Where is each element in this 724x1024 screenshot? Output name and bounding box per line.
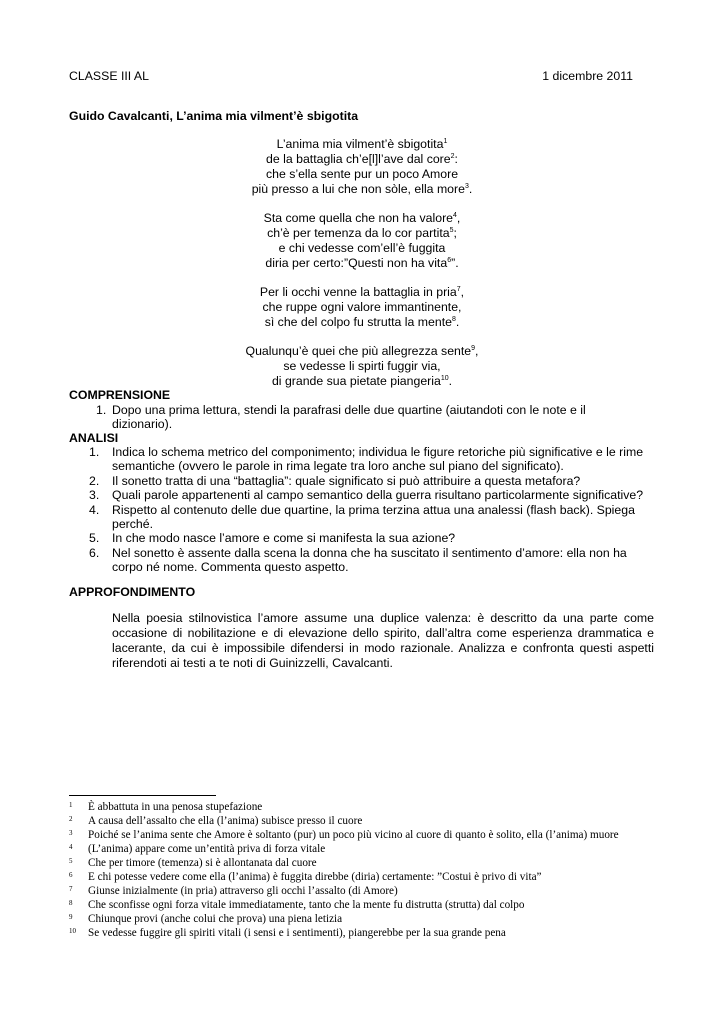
comprensione-item	[69, 403, 649, 432]
document-title: Guido Cavalcanti, L’anima mia vilment’è sbigotita	[69, 109, 359, 123]
footnote-number: 10	[69, 927, 76, 935]
poem-verse	[200, 241, 524, 256]
verse-punct: ,	[456, 211, 461, 225]
verse-punct: :	[454, 152, 458, 166]
verse-punct: ,	[460, 285, 465, 299]
verse-text: de la battaglia ch’e[l]l’ave dal core	[266, 152, 451, 166]
verse-text: L’anima mia vilment’è sbigotita	[276, 137, 444, 151]
verse-punct: ,	[475, 344, 479, 358]
footnote-marker: 4	[453, 211, 457, 219]
verse-text: diria per certo:”Questi non ha vita	[265, 256, 448, 270]
verse-text: sì che del colpo fu strutta la mente	[264, 315, 452, 329]
item-text: In che modo nasce l’amore e come si manifesta la sua azione?	[112, 531, 456, 546]
footnote	[69, 912, 659, 926]
footnote-number: 8	[69, 899, 73, 907]
footnotes	[69, 800, 659, 940]
footnote-marker: 5	[449, 226, 454, 234]
item-text: Quali parole appartenenti al campo semantico della guerra risultano particolarmente significative?	[112, 488, 644, 503]
poem-verse	[200, 315, 524, 330]
verse-punct: .	[468, 182, 473, 196]
analisi-list	[69, 445, 649, 575]
poem-text	[200, 137, 524, 403]
footnote-text: A causa dell’assalto che ella (l’anima) subisce presso il cuore	[88, 815, 363, 827]
footnote	[69, 828, 659, 842]
footnote	[69, 926, 659, 940]
verse-punct: .	[448, 374, 453, 388]
footnote-text: Poiché se l’anima sente che Amore è soltanto (pur) un poco più vicino al cuore di quanto è solito, ella (l’anima) muore	[88, 829, 619, 841]
footnote-marker: 2	[450, 152, 455, 160]
item-number: 5.	[89, 531, 100, 546]
verse-text: se vedesse li spirti fuggir via,	[283, 359, 441, 373]
footnote	[69, 898, 659, 912]
footnote-number: 9	[69, 913, 73, 921]
verse-text: che s’ella sente pur un poco Amore	[265, 167, 459, 181]
footnote-number: 3	[69, 829, 73, 837]
verse-text: Per li occhi venne la battaglia in pria	[259, 285, 457, 299]
poem-verse	[200, 182, 524, 197]
poem-verse	[200, 300, 524, 315]
poem-stanza	[200, 344, 524, 389]
poem-verse	[200, 256, 524, 271]
footnote-text: Se vedesse fuggire gli spiriti vitali (i sensi e i sentimenti), piangerebbe per la sua grande pena	[88, 927, 506, 939]
comprensione-heading: COMPRENSIONE	[69, 388, 171, 402]
poem-verse	[200, 152, 524, 167]
footnote-marker: 7	[456, 285, 461, 293]
comprensione-list	[69, 403, 649, 432]
item-number: 4.	[89, 502, 100, 517]
footnote-marker: 8	[451, 315, 456, 323]
poem-verse	[200, 167, 524, 182]
item-text: Rispetto al contenuto delle due quartine, la prima terzina attua una analessi (flash back). Spiega perché.	[112, 502, 635, 532]
analisi-item	[69, 474, 649, 488]
footnote-separator	[69, 795, 216, 796]
item-number: 1.	[96, 403, 107, 417]
footnote-marker: 6	[447, 256, 452, 264]
item-number: 6.	[89, 545, 100, 560]
footnote-text: Giunse inizialmente (in pria) attraverso gli occhi l’assalto (di Amore)	[88, 885, 398, 897]
footnote-number: 5	[69, 857, 73, 865]
footnote	[69, 870, 659, 884]
verse-text: più presso a lui che non sòle, ella more	[251, 182, 465, 196]
analisi-heading: ANALISI	[69, 431, 119, 445]
item-text: Il sonetto tratta di una “battaglia”: quale significato si può attribuire a questa metafora?	[112, 473, 581, 488]
footnote-text: È abbattuta in una penosa stupefazione	[88, 801, 263, 813]
poem-verse	[200, 285, 524, 300]
verse-punct: ”.	[451, 256, 459, 270]
poem-verse	[200, 226, 524, 241]
item-text: Indica lo schema metrico del componimento; individua le figure retoriche più significative e le rime semantiche (ovvero le parole in rima legate tra loro anche sul piano del significato).	[112, 445, 644, 474]
item-text: Dopo una prima lettura, stendi la parafrasi delle due quartine (aiutandoti con le note e il dizionario).	[112, 403, 586, 432]
footnote-text: (L’anima) appare come un’entità priva di forza vitale	[88, 843, 326, 855]
item-number: 1.	[89, 445, 100, 459]
poem-verse	[200, 359, 524, 374]
footnote	[69, 842, 659, 856]
footnote-marker: 3	[464, 182, 469, 190]
class-label: CLASSE III AL	[69, 69, 149, 83]
poem-stanza	[200, 137, 524, 197]
analisi-item	[69, 488, 649, 502]
verse-text: Qualunqu’è quei che più allegrezza sente	[245, 344, 472, 358]
footnote	[69, 814, 659, 828]
footnote-text: Che sconfisse ogni forza vitale immediatamente, tanto che la mente fu distrutta (strutta) dal colpo	[88, 899, 525, 911]
footnote-number: 2	[69, 815, 73, 823]
analisi-item	[69, 445, 649, 474]
poem-verse	[200, 137, 524, 152]
document-date: 1 dicembre 2011	[542, 69, 633, 83]
footnote-number: 6	[69, 871, 73, 879]
footnote-number: 7	[69, 885, 73, 893]
verse-text: Sta come quella che non ha valore	[263, 211, 454, 225]
verse-punct: .	[455, 315, 460, 329]
footnote-text: Chiunque provi (anche colui che prova) una piena letizia	[88, 913, 343, 925]
analisi-item	[69, 546, 649, 575]
item-number: 3.	[89, 488, 100, 503]
poem-stanza	[200, 285, 524, 330]
verse-text: e chi vedesse com’ell’è fuggita	[278, 241, 446, 255]
approfondimento-heading: APPROFONDIMENTO	[69, 585, 196, 599]
item-text: Nel sonetto è assente dalla scena la donna che ha suscitato il sentimento d’amore: ella non ha corpo né nome. Commenta questo aspetto.	[112, 545, 627, 575]
poem-verse	[200, 344, 524, 359]
approfondimento-text: Nella poesia stilnovistica l’amore assume una duplice valenza: è descritto da una parte come occasione di nobilitazione e di elevazione dello spirito, dall’altra come esperienza drammatica e lacerante, da cui è impossibile difendersi in modo razionale. Analizza e confronta questi aspetti riferendoti ai testi a te noti di Guinizzelli, Cavalcanti.	[112, 611, 654, 670]
analisi-item	[69, 531, 649, 545]
footnote-text: E chi potesse vedere come ella (l’anima) è fuggita direbbe (diria) certamente: ”Costui è privo di vita”	[88, 871, 542, 883]
footnote-marker: 10	[440, 374, 449, 382]
verse-text: che ruppe ogni valore immantinente,	[262, 300, 462, 314]
footnote-number: 1	[69, 801, 73, 809]
item-number: 2.	[89, 473, 100, 488]
footnote-number: 4	[69, 843, 73, 851]
page-header	[69, 69, 633, 85]
poem-verse	[200, 211, 524, 226]
poem-stanza	[200, 211, 524, 271]
footnote-marker: 1	[443, 137, 448, 145]
poem-verse	[200, 374, 524, 389]
footnote	[69, 800, 659, 814]
footnote-text: Che per timore (temenza) si è allontanata dal cuore	[88, 857, 317, 869]
footnote	[69, 884, 659, 898]
analisi-item	[69, 503, 649, 532]
verse-text: di grande sua pietate piangeria	[271, 374, 441, 388]
verse-punct: ;	[453, 226, 457, 240]
footnote	[69, 856, 659, 870]
verse-text: ch’è per temenza da lo cor partita	[267, 226, 450, 240]
footnote-marker: 9	[471, 344, 476, 352]
